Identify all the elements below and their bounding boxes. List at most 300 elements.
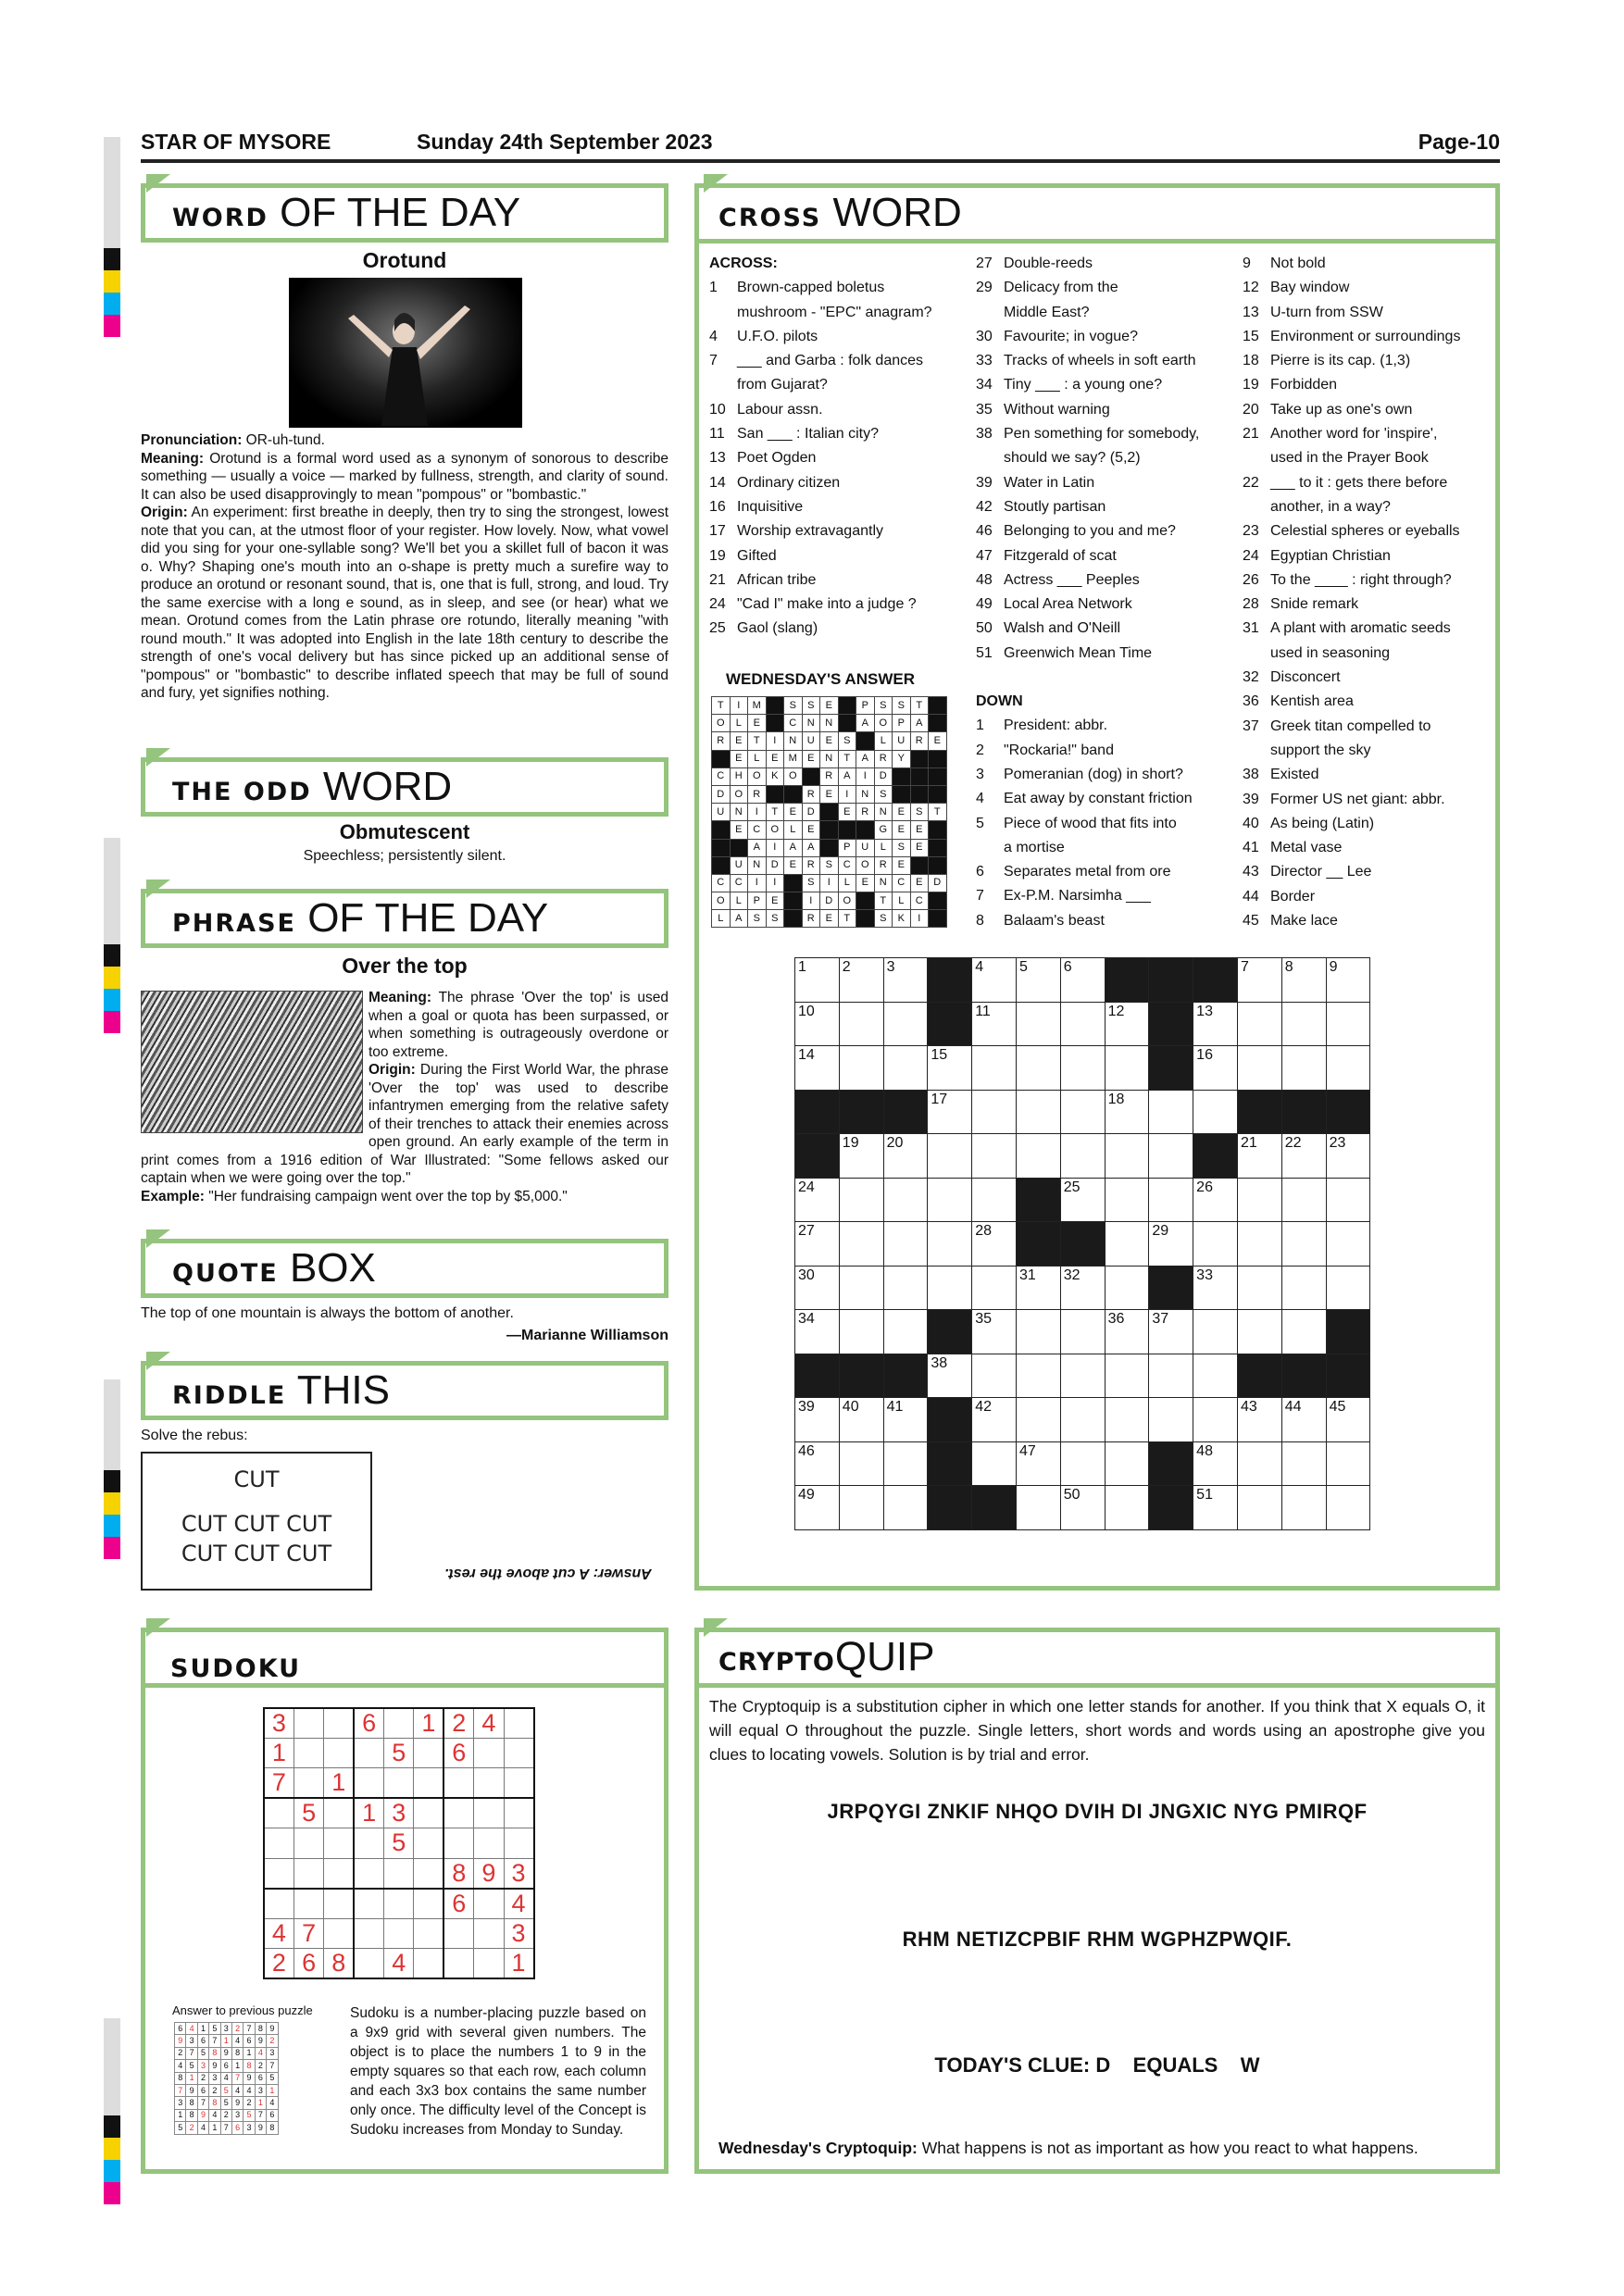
- grid-cell[interactable]: 21: [1237, 1134, 1281, 1179]
- registration-marks: [104, 944, 120, 1033]
- sudoku-cell[interactable]: [443, 1948, 473, 1978]
- grid-row: [795, 1046, 1370, 1091]
- grid-cell[interactable]: 8: [1281, 958, 1326, 1003]
- sudoku-cell[interactable]: 1: [324, 1768, 354, 1799]
- grid-cell[interactable]: [1237, 1178, 1281, 1222]
- sudoku-cell[interactable]: 1: [414, 1708, 443, 1739]
- grid-cell[interactable]: 17: [928, 1090, 972, 1134]
- grid-cell[interactable]: [928, 1266, 972, 1310]
- grid-cell[interactable]: [972, 1046, 1017, 1091]
- sudoku-cell[interactable]: 9: [474, 1858, 504, 1889]
- grid-cell[interactable]: [1326, 1046, 1370, 1091]
- answer-cell: D: [929, 874, 947, 892]
- clue-number: 43: [1243, 864, 1259, 880]
- sudoku-cell[interactable]: [443, 1828, 473, 1858]
- sudoku-cell[interactable]: [414, 1889, 443, 1919]
- sudoku-cell[interactable]: [414, 1739, 443, 1768]
- grid-cell[interactable]: 49: [795, 1486, 840, 1530]
- grid-cell[interactable]: 43: [1237, 1398, 1281, 1442]
- grid-cell[interactable]: [839, 1266, 883, 1310]
- grid-cell[interactable]: 15: [928, 1046, 972, 1091]
- word-of-day-text: Pronunciation: OR-uh-tund. Meaning: Orotund is a formal word used as a synonym of sonorous to describe something — usually a voice — marked by fullness, strength, and clarity of sound. It can also be used disapprovingly to mean "pompous" or "bombastic." Origin: An experiment: first breathe in deeply, then try to sing the strongest, lowest note that you can, at the utmost floor of your register. How lovely. Now, what vowel did you sing for your one-syllable song? We'll bet you a skillet full of bacon it was o. Why? Shaping one's mouth into an o-shape is pretty much a surefire way to produce an orotund or resonant sound, that is, one that is full, strong, and loud. Try the same exercise with a long e sound, as in sleep, and see (or hear) what we mean. Orotund comes from the Latin phrase ore rotundo, literally meaning "with round mouth." It was adopted into English in the late 18th century to describe the strength of one's vocal delivery but has since picked up an additional sense of "pompous" or "bombastic" to describe inflated speech that may be full of sound and fury, yet signifies nothing.: [141, 432, 668, 701]
- grid-cell[interactable]: 46: [795, 1441, 840, 1486]
- grid-cell[interactable]: [928, 1178, 972, 1222]
- grid-cell[interactable]: [1281, 1266, 1326, 1310]
- grid-cell[interactable]: [1149, 1354, 1193, 1398]
- grid-cell[interactable]: [972, 1266, 1017, 1310]
- grid-cell[interactable]: [1060, 1354, 1105, 1398]
- grid-cell[interactable]: [1105, 1222, 1149, 1267]
- answer-cell: A: [856, 750, 875, 767]
- clue: [976, 301, 1199, 325]
- sudoku-cell[interactable]: [354, 1768, 383, 1799]
- sudoku-cell[interactable]: 4: [384, 1948, 414, 1978]
- grid-cell[interactable]: 30: [795, 1266, 840, 1310]
- sudoku-cell[interactable]: [294, 1858, 323, 1889]
- sudoku-cell[interactable]: [414, 1768, 443, 1799]
- sudoku-cell[interactable]: [443, 1768, 473, 1799]
- down-clues-col3: [1243, 252, 1460, 933]
- clue-list: [1243, 252, 1460, 933]
- black-square: [784, 874, 803, 892]
- grid-cell[interactable]: [972, 1090, 1017, 1134]
- grid-cell[interactable]: 39: [795, 1398, 840, 1442]
- sudoku-cell[interactable]: [384, 1889, 414, 1919]
- sudoku-cell[interactable]: [414, 1828, 443, 1858]
- answer-cell: C: [730, 874, 748, 892]
- clue-list: [976, 252, 1199, 666]
- phrase-of-day-phrase: Over the top: [342, 954, 468, 978]
- grid-cell[interactable]: [883, 1178, 928, 1222]
- grid-cell[interactable]: [972, 1441, 1017, 1486]
- sudoku-cell[interactable]: [384, 1918, 414, 1948]
- grid-cell[interactable]: [972, 1178, 1017, 1222]
- sudoku-cell[interactable]: [324, 1798, 354, 1828]
- black-square: [1016, 1178, 1060, 1222]
- clue: [1243, 763, 1460, 787]
- sudoku-cell[interactable]: 4: [504, 1889, 533, 1919]
- sudoku-cell[interactable]: [414, 1918, 443, 1948]
- grid-cell[interactable]: [1281, 1486, 1326, 1530]
- wednesday-answer-grid: [711, 696, 947, 928]
- sudoku-cell[interactable]: [294, 1768, 323, 1799]
- header-flag: [704, 1618, 728, 1637]
- grid-cell[interactable]: [883, 1310, 928, 1354]
- grid-cell[interactable]: [1016, 1354, 1060, 1398]
- grid-cell[interactable]: 38: [928, 1354, 972, 1398]
- grid-cell[interactable]: [1326, 1002, 1370, 1046]
- grid-cell[interactable]: [1060, 1310, 1105, 1354]
- clue-text: Make lace: [1270, 913, 1338, 930]
- clue: [976, 739, 1199, 763]
- sudoku-cell[interactable]: 2: [264, 1948, 294, 1978]
- sudoku-cell[interactable]: [504, 1798, 533, 1828]
- grid-cell[interactable]: [1281, 1222, 1326, 1267]
- grid-cell[interactable]: 31: [1016, 1266, 1060, 1310]
- sudoku-cell[interactable]: [354, 1889, 383, 1919]
- previous-cell: 3: [186, 2035, 197, 2047]
- sudoku-cell[interactable]: 5: [384, 1828, 414, 1858]
- grid-cell[interactable]: [839, 1486, 883, 1530]
- grid-cell[interactable]: [1105, 1441, 1149, 1486]
- previous-row: [175, 2072, 279, 2084]
- previous-cell: 3: [255, 2084, 266, 2096]
- grid-cell[interactable]: 16: [1193, 1046, 1238, 1091]
- grid-cell[interactable]: [883, 1266, 928, 1310]
- grid-cell[interactable]: [839, 1222, 883, 1267]
- grid-cell[interactable]: [1060, 1046, 1105, 1091]
- sudoku-cell[interactable]: [384, 1768, 414, 1799]
- grid-cell[interactable]: [883, 1222, 928, 1267]
- clue-number: 24: [709, 596, 726, 613]
- sudoku-grid[interactable]: [263, 1707, 535, 1979]
- sudoku-cell[interactable]: [324, 1889, 354, 1919]
- grid-cell[interactable]: [1281, 1002, 1326, 1046]
- sudoku-cell[interactable]: [264, 1798, 294, 1828]
- grid-cell[interactable]: 14: [795, 1046, 840, 1091]
- grid-cell[interactable]: [1105, 1134, 1149, 1179]
- grid-cell[interactable]: 47: [1016, 1441, 1060, 1486]
- grid-cell[interactable]: [1281, 1178, 1326, 1222]
- sudoku-cell[interactable]: [414, 1858, 443, 1889]
- clue-text: Metal vase: [1270, 840, 1343, 856]
- sudoku-cell[interactable]: 7: [264, 1768, 294, 1799]
- grid-cell[interactable]: [1237, 1441, 1281, 1486]
- grid-cell[interactable]: 11: [972, 1002, 1017, 1046]
- previous-cell: 3: [244, 2122, 255, 2134]
- sudoku-cell[interactable]: [384, 1858, 414, 1889]
- grid-cell[interactable]: [883, 1486, 928, 1530]
- grid-cell[interactable]: [1237, 1486, 1281, 1530]
- answer-cell: I: [838, 785, 856, 803]
- grid-cell[interactable]: 26: [1193, 1178, 1238, 1222]
- grid-cell[interactable]: 2: [839, 958, 883, 1003]
- grid-cell[interactable]: [1149, 1134, 1193, 1179]
- sudoku-cell[interactable]: 8: [324, 1948, 354, 1978]
- grid-cell[interactable]: [839, 1046, 883, 1091]
- clue: [1243, 860, 1460, 884]
- grid-cell[interactable]: [1193, 1090, 1238, 1134]
- grid-cell[interactable]: [1060, 1441, 1105, 1486]
- grid-cell[interactable]: 44: [1281, 1398, 1326, 1442]
- answer-cell: E: [730, 732, 748, 750]
- grid-cell[interactable]: 9: [1326, 958, 1370, 1003]
- grid-cell[interactable]: [1237, 1310, 1281, 1354]
- grid-cell[interactable]: 22: [1281, 1134, 1326, 1179]
- answer-cell: E: [910, 821, 929, 839]
- sudoku-cell[interactable]: 5: [294, 1798, 323, 1828]
- clue: [1243, 593, 1460, 617]
- sudoku-cell[interactable]: [264, 1828, 294, 1858]
- previous-cell: 6: [244, 2035, 255, 2047]
- answer-cell: T: [766, 804, 784, 821]
- sudoku-cell[interactable]: 1: [504, 1948, 533, 1978]
- grid-cell[interactable]: 7: [1237, 958, 1281, 1003]
- sudoku-cell[interactable]: [504, 1768, 533, 1799]
- grid-cell[interactable]: [1149, 1090, 1193, 1134]
- grid-cell[interactable]: [1060, 1002, 1105, 1046]
- sudoku-cell[interactable]: [294, 1889, 323, 1919]
- sudoku-cell[interactable]: [474, 1948, 504, 1978]
- previous-row: [175, 2097, 279, 2109]
- grid-cell[interactable]: 1: [795, 958, 840, 1003]
- clue-number: 12: [1243, 280, 1259, 296]
- grid-cell[interactable]: 51: [1193, 1486, 1238, 1530]
- grid-cell[interactable]: 18: [1105, 1090, 1149, 1134]
- sudoku-cell[interactable]: [414, 1948, 443, 1978]
- grid-cell[interactable]: 10: [795, 1002, 840, 1046]
- sudoku-cell[interactable]: 3: [504, 1858, 533, 1889]
- grid-cell[interactable]: [1016, 1310, 1060, 1354]
- sudoku-cell[interactable]: [354, 1918, 383, 1948]
- answer-cell: L: [730, 715, 748, 732]
- previous-cell: 9: [267, 2023, 278, 2035]
- grid-cell[interactable]: [1016, 1090, 1060, 1134]
- sudoku-cell[interactable]: [324, 1858, 354, 1889]
- grid-cell[interactable]: 12: [1105, 1002, 1149, 1046]
- grid-cell[interactable]: [1105, 1046, 1149, 1091]
- sudoku-cell[interactable]: [474, 1889, 504, 1919]
- sudoku-cell[interactable]: 4: [264, 1918, 294, 1948]
- clue: [1243, 690, 1460, 714]
- grid-cell[interactable]: [1281, 1310, 1326, 1354]
- grid-cell[interactable]: [1237, 1222, 1281, 1267]
- sudoku-cell[interactable]: [294, 1708, 323, 1739]
- grid-cell[interactable]: [1326, 1441, 1370, 1486]
- sudoku-cell[interactable]: [354, 1858, 383, 1889]
- sudoku-cell[interactable]: 4: [474, 1708, 504, 1739]
- previous-cell: 1: [197, 2023, 208, 2035]
- wednesday-cryptoquip-label: Wednesday's Cryptoquip:: [718, 2139, 918, 2157]
- sudoku-cell[interactable]: [443, 1918, 473, 1948]
- grid-cell[interactable]: 27: [795, 1222, 840, 1267]
- crossword-grid: [794, 957, 1370, 1530]
- grid-row: [795, 1441, 1370, 1486]
- previous-cell: 9: [244, 2072, 255, 2084]
- grid-cell[interactable]: [1193, 1354, 1238, 1398]
- grid-cell[interactable]: [1105, 1178, 1149, 1222]
- grid-cell[interactable]: [1105, 1354, 1149, 1398]
- header-flag: [146, 174, 170, 193]
- grid-cell[interactable]: [1016, 1046, 1060, 1091]
- grid-cell[interactable]: 20: [883, 1134, 928, 1179]
- previous-cell: 2: [197, 2072, 208, 2084]
- grid-cell[interactable]: [1326, 1222, 1370, 1267]
- grid-cell[interactable]: 3: [883, 958, 928, 1003]
- sudoku-cell[interactable]: [474, 1768, 504, 1799]
- sudoku-row: [264, 1948, 534, 1978]
- sudoku-cell[interactable]: [384, 1708, 414, 1739]
- grid-cell[interactable]: 33: [1193, 1266, 1238, 1310]
- grid-cell[interactable]: 23: [1326, 1134, 1370, 1179]
- grid-cell[interactable]: [839, 1441, 883, 1486]
- previous-cell: 5: [244, 2109, 255, 2121]
- clue: [1243, 788, 1460, 812]
- sudoku-cell[interactable]: [294, 1739, 323, 1768]
- grid-cell[interactable]: [1237, 1266, 1281, 1310]
- grid-cell[interactable]: [883, 1441, 928, 1486]
- grid-cell[interactable]: 50: [1060, 1486, 1105, 1530]
- clue: [709, 398, 932, 422]
- sudoku-cell[interactable]: [264, 1858, 294, 1889]
- sudoku-cell[interactable]: 7: [294, 1918, 323, 1948]
- clue-text: President: abbr.: [1004, 718, 1108, 734]
- sudoku-cell[interactable]: 3: [504, 1918, 533, 1948]
- grid-cell[interactable]: 34: [795, 1310, 840, 1354]
- grid-cell[interactable]: [1193, 1222, 1238, 1267]
- grid-cell[interactable]: [1326, 1266, 1370, 1310]
- black-square: [856, 732, 875, 750]
- answer-cell: O: [784, 767, 803, 785]
- grid-cell[interactable]: 25: [1060, 1178, 1105, 1222]
- sudoku-cell[interactable]: [264, 1889, 294, 1919]
- sudoku-cell[interactable]: [354, 1739, 383, 1768]
- clue-text: Pen something for somebody,: [1004, 426, 1200, 443]
- grid-cell[interactable]: [1060, 1090, 1105, 1134]
- grid-cell[interactable]: [1105, 1266, 1149, 1310]
- grid-cell[interactable]: 5: [1016, 958, 1060, 1003]
- answer-cell: S: [802, 697, 820, 715]
- cryptoquip-intro: The Cryptoquip is a substitution cipher in which one letter stands for another. If you think that X equals O, it will equal O throughout the puzzle. Single letters, short words and words using an apostrophe give you clues to locating vowels. Solution is by trial and error.: [709, 1697, 1485, 1764]
- sudoku-cell[interactable]: [504, 1828, 533, 1858]
- black-square: [1326, 1090, 1370, 1134]
- grid-cell[interactable]: 28: [972, 1222, 1017, 1267]
- sudoku-cell[interactable]: 3: [384, 1798, 414, 1828]
- clue-text: Gaol (slang): [737, 620, 818, 637]
- grid-cell[interactable]: [1193, 1398, 1238, 1442]
- grid-cell[interactable]: [883, 1046, 928, 1091]
- grid-cell[interactable]: 40: [839, 1398, 883, 1442]
- sudoku-cell[interactable]: 6: [294, 1948, 323, 1978]
- answer-cell: A: [784, 839, 803, 856]
- grid-cell[interactable]: 6: [1060, 958, 1105, 1003]
- grid-cell[interactable]: [1016, 1486, 1060, 1530]
- clue-text: Water in Latin: [1004, 474, 1095, 491]
- sudoku-row: [264, 1798, 534, 1828]
- grid-row: [795, 1486, 1370, 1530]
- grid-cell[interactable]: [883, 1002, 928, 1046]
- sudoku-cell[interactable]: 1: [354, 1798, 383, 1828]
- black-square: [784, 785, 803, 803]
- odd-word-title: THE ODD WORD: [172, 764, 453, 809]
- sudoku-cell[interactable]: [324, 1918, 354, 1948]
- grid-cell[interactable]: 48: [1193, 1441, 1238, 1486]
- grid-cell[interactable]: [1060, 1134, 1105, 1179]
- grid-cell[interactable]: [1281, 1441, 1326, 1486]
- sudoku-cell[interactable]: [474, 1918, 504, 1948]
- grid-cell[interactable]: [1105, 1486, 1149, 1530]
- grid-cell[interactable]: 13: [1193, 1002, 1238, 1046]
- sudoku-cell[interactable]: [294, 1828, 323, 1858]
- grid-cell[interactable]: [1326, 1178, 1370, 1222]
- clue: [976, 252, 1199, 276]
- sudoku-cell[interactable]: 3: [264, 1708, 294, 1739]
- grid-cell[interactable]: [839, 1002, 883, 1046]
- grid-cell[interactable]: [839, 1310, 883, 1354]
- answer-cell: S: [748, 910, 767, 928]
- sudoku-cell[interactable]: 2: [443, 1708, 473, 1739]
- grid-cell[interactable]: [839, 1178, 883, 1222]
- sudoku-cell[interactable]: [443, 1798, 473, 1828]
- grid-cell[interactable]: 45: [1326, 1398, 1370, 1442]
- grid-cell[interactable]: [1326, 1486, 1370, 1530]
- grid-cell[interactable]: 42: [972, 1398, 1017, 1442]
- clue-text: Inquisitive: [737, 498, 804, 515]
- grid-cell[interactable]: [972, 1134, 1017, 1179]
- answer-cell: T: [748, 732, 767, 750]
- grid-cell[interactable]: [1149, 1178, 1193, 1222]
- black-square: [929, 750, 947, 767]
- clue-text: Forbidden: [1270, 377, 1338, 393]
- clue: [1243, 885, 1460, 909]
- black-square: [929, 785, 947, 803]
- sudoku-cell[interactable]: 6: [443, 1739, 473, 1768]
- sudoku-cell[interactable]: [354, 1948, 383, 1978]
- grid-cell[interactable]: [1193, 1310, 1238, 1354]
- grid-cell[interactable]: [1105, 1398, 1149, 1442]
- sudoku-cell[interactable]: [474, 1739, 504, 1768]
- sudoku-cell[interactable]: [324, 1708, 354, 1739]
- clue: [1243, 276, 1460, 300]
- grid-cell[interactable]: 35: [972, 1310, 1017, 1354]
- answer-cell: E: [929, 732, 947, 750]
- sudoku-cell[interactable]: [414, 1798, 443, 1828]
- sudoku-cell[interactable]: [504, 1739, 533, 1768]
- sudoku-cell[interactable]: [324, 1828, 354, 1858]
- grid-cell[interactable]: 29: [1149, 1222, 1193, 1267]
- sudoku-cell[interactable]: 5: [384, 1739, 414, 1768]
- sudoku-description: Sudoku is a number-placing puzzle based on a 9x9 grid with several given numbers. The object is to place the numbers 1 to 9 in the empty squares so that each row, each column and each 3x3 box contains the same number only once. The difficulty level of the Concept is Sudoku increases from Monday to Sunday.: [350, 2005, 646, 2138]
- grid-cell[interactable]: 32: [1060, 1266, 1105, 1310]
- grid-cell[interactable]: [1237, 1002, 1281, 1046]
- grid-cell[interactable]: [928, 1134, 972, 1179]
- grid-cell[interactable]: [1016, 1134, 1060, 1179]
- sudoku-cell[interactable]: [474, 1798, 504, 1828]
- grid-cell[interactable]: [1149, 1398, 1193, 1442]
- previous-cell: 2: [186, 2122, 197, 2134]
- grid-cell[interactable]: [928, 1222, 972, 1267]
- sudoku-cell[interactable]: [354, 1828, 383, 1858]
- grid-cell[interactable]: [972, 1354, 1017, 1398]
- answer-cell: N: [748, 856, 767, 874]
- grid-cell[interactable]: 24: [795, 1178, 840, 1222]
- grid-cell[interactable]: 4: [972, 958, 1017, 1003]
- sudoku-cell[interactable]: [324, 1739, 354, 1768]
- answer-cell: I: [910, 910, 929, 928]
- grid-cell[interactable]: 37: [1149, 1310, 1193, 1354]
- sudoku-cell[interactable]: [474, 1828, 504, 1858]
- grid-cell[interactable]: [1281, 1046, 1326, 1091]
- grid-cell[interactable]: [1237, 1046, 1281, 1091]
- answer-cell: L: [838, 874, 856, 892]
- clue-number: 42: [976, 498, 993, 515]
- grid-cell[interactable]: [1016, 1398, 1060, 1442]
- grid-cell[interactable]: 41: [883, 1398, 928, 1442]
- sudoku-cell[interactable]: [504, 1708, 533, 1739]
- grid-cell[interactable]: 19: [839, 1134, 883, 1179]
- clue-text: Tiny ___ : a young one?: [1004, 377, 1163, 393]
- answer-cell: D: [712, 785, 731, 803]
- sudoku-cell[interactable]: 6: [354, 1708, 383, 1739]
- grid-cell[interactable]: [1060, 1398, 1105, 1442]
- clue-number: 39: [1243, 791, 1259, 807]
- page-header: [141, 130, 1500, 161]
- sudoku-cell[interactable]: 1: [264, 1739, 294, 1768]
- grid-cell[interactable]: 36: [1105, 1310, 1149, 1354]
- grid-cell[interactable]: [1016, 1002, 1060, 1046]
- sudoku-cell[interactable]: 8: [443, 1858, 473, 1889]
- sudoku-cell[interactable]: 6: [443, 1889, 473, 1919]
